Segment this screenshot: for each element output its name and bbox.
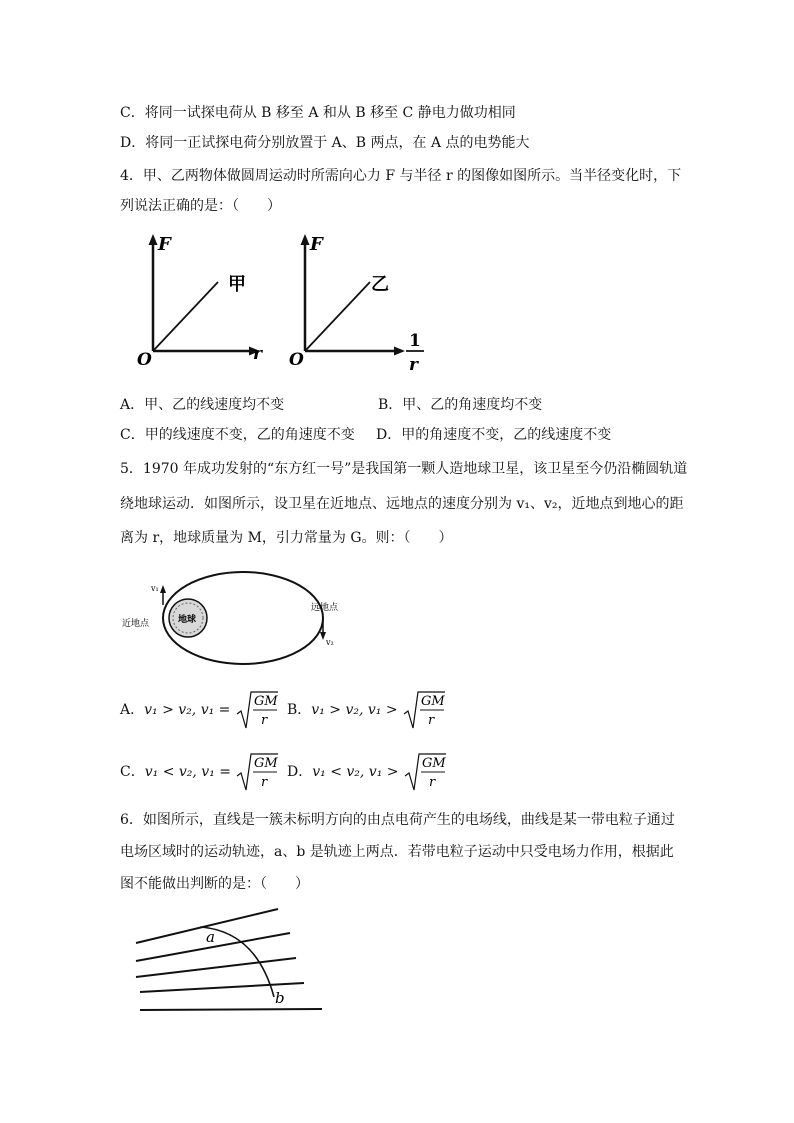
- q5-stem-line3: 离为 r，地球质量为 M，引力常量为 G。则：（ ）: [120, 530, 453, 546]
- sqrt-gm-over-r-icon: [403, 752, 447, 792]
- q5-option-b-expr: v₁ > v₂, v₁ >: [311, 702, 398, 718]
- q5-c-frac-den: r: [261, 775, 268, 790]
- q5-d-frac-num: GM: [421, 756, 446, 771]
- q5-orbit-figure: [118, 563, 368, 675]
- sqrt-gm-over-r-icon: [235, 752, 279, 792]
- q3-option-d: D．将同一正试探电荷分别放置于 A、B 两点，在 A 点的电势能大: [120, 135, 530, 151]
- apogee-label: 远地点: [311, 603, 339, 613]
- q4-fig1-x-label: r: [253, 344, 262, 364]
- q5-a-frac-den: r: [260, 713, 268, 728]
- q5-c-frac-num: GM: [254, 756, 279, 771]
- q4-fig2-origin: O: [289, 350, 304, 370]
- q5-option-b: [287, 690, 446, 730]
- q5-option-d: [287, 752, 447, 792]
- q5-stem-line1: 5．1970 年成功发射的“东方红一号”是我国第一颗人造地球卫星，该卫星至今仍沿椭圆轨道: [120, 461, 688, 477]
- q4-figure-jia: [130, 228, 270, 373]
- q5-option-b-prefix: B．: [287, 702, 312, 718]
- q6-stem-line2: 电场区域时的运动轨迹，a、b 是轨迹上两点．若带电粒子运动中只受电场力作用，根据此: [120, 844, 674, 860]
- q5-option-d-expr: v₁ < v₂, v₁ >: [312, 764, 399, 780]
- q4-option-b: B．甲、乙的角速度均不变: [378, 397, 543, 413]
- q5-option-d-prefix: D．: [287, 764, 313, 780]
- q4-stem-line2: 列说法正确的是：（ ）: [120, 198, 281, 214]
- q5-option-c-prefix: C．: [120, 764, 145, 780]
- q5-b-frac-den: r: [428, 713, 435, 728]
- sqrt-gm-over-r-icon: [235, 690, 279, 730]
- q6-stem-line3: 图不能做出判断的是：（ ）: [120, 876, 309, 892]
- q5-option-a-expr: v₁ > v₂, v₁ =: [144, 702, 231, 718]
- q5-stem-line2: 绕地球运动．如图所示，设卫星在近地点、远地点的速度分别为 v₁、v₂，近地点到地心的距: [120, 496, 684, 512]
- q5-d-frac-den: r: [428, 775, 436, 790]
- q4-fig1-origin: O: [137, 350, 152, 370]
- q4-fig1-curve-label: 甲: [228, 274, 246, 295]
- q4-fig2-x-denominator: r: [409, 355, 418, 375]
- q5-option-c: [120, 752, 279, 792]
- v2-label: v₂: [326, 638, 334, 647]
- q5-b-frac-num: GM: [421, 694, 445, 709]
- q5-option-a-prefix: A．: [120, 702, 145, 718]
- q4-option-a: A．甲、乙的线速度均不变: [120, 397, 285, 413]
- q5-option-c-expr: v₁ < v₂, v₁ =: [144, 764, 231, 780]
- q4-fig2-x-numerator: 1: [409, 331, 421, 351]
- q5-option-a: [120, 690, 279, 730]
- q4-figure-yi: [285, 228, 435, 378]
- q5-a-frac-num: GM: [253, 694, 278, 709]
- field-line-5: [140, 1009, 322, 1010]
- perigee-label: 近地点: [122, 619, 150, 629]
- earth-label: 地球: [178, 615, 197, 625]
- field-line-3: [136, 958, 296, 977]
- v1-label: v₁: [151, 584, 159, 593]
- q4-stem-line1: 4．甲、乙两物体做圆周运动时所需向心力 F 与半径 r 的图像如图所示。当半径变化时，下: [120, 168, 682, 184]
- point-a-label: a: [206, 928, 215, 946]
- sqrt-gm-over-r-icon: [402, 690, 446, 730]
- q4-option-d: D．甲的角速度不变，乙的线速度不变: [376, 427, 612, 443]
- q6-field-lines-figure: [128, 903, 328, 1018]
- q4-fig2-curve-label: 乙: [371, 274, 389, 295]
- q4-fig2-y-label: F: [310, 234, 323, 255]
- point-b-label: b: [275, 989, 285, 1007]
- q4-option-c: C．甲的线速度不变，乙的角速度不变: [120, 427, 355, 443]
- q3-option-c: C．将同一试探电荷从 B 移至 A 和从 B 移至 C 静电力做功相同: [120, 105, 516, 121]
- q4-fig1-y-label: F: [158, 234, 171, 255]
- q6-stem-line1: 6．如图所示，直线是一簇未标明方向的由点电荷产生的电场线，曲线是某一带电粒子通过: [120, 812, 675, 828]
